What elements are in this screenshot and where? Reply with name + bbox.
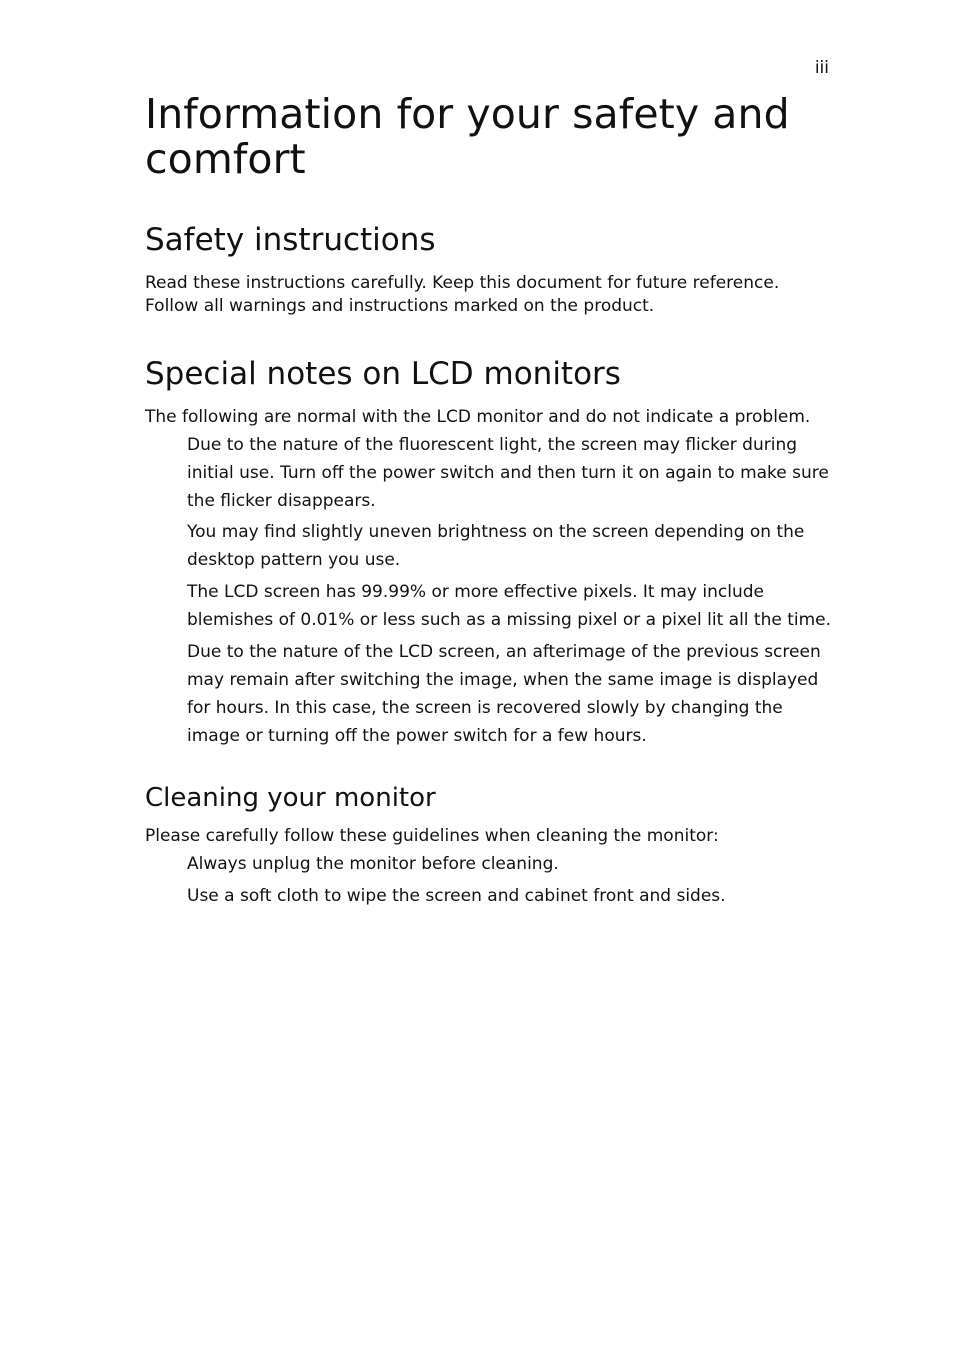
cleaning-heading: Cleaning your monitor bbox=[145, 783, 436, 813]
lcd-notes-intro: The following are normal with the LCD monitor and do not indicate a problem. bbox=[145, 407, 811, 427]
cleaning-intro: Please carefully follow these guidelines when cleaning the monitor: bbox=[145, 826, 719, 846]
lcd-notes-heading: Special notes on LCD monitors bbox=[145, 356, 621, 392]
safety-line: Follow all warnings and instructions marked on the product. bbox=[145, 296, 655, 316]
safety-line: Read these instructions carefully. Keep this document for future reference. bbox=[145, 273, 780, 293]
cleaning-item: Use a soft cloth to wipe the screen and cabinet front and sides. bbox=[187, 886, 726, 906]
safety-instructions-heading: Safety instructions bbox=[145, 222, 436, 258]
page-number: iii bbox=[814, 58, 829, 78]
lcd-note-item: Due to the nature of the fluorescent light, the screen may flicker during initial use. Turn off the power switch and then turn it on again to make sure the flicker disappears. bbox=[187, 435, 829, 511]
lcd-note-item: Due to the nature of the LCD screen, an afterimage of the previous screen may remain after switching the image, when the same image is displayed for hours. In this case, the screen is recovered slowly by changing the image or turning off the power switch for a few hours. bbox=[187, 642, 821, 746]
safety-instructions-text bbox=[145, 272, 835, 318]
page-title: Information for your safety and comfort bbox=[145, 90, 790, 183]
cleaning-item: Always unplug the monitor before cleaning. bbox=[187, 854, 559, 874]
lcd-note-item: The LCD screen has 99.99% or more effective pixels. It may include blemishes of 0.01% or less such as a missing pixel or a pixel lit all the time. bbox=[187, 582, 832, 630]
lcd-note-item: You may find slightly uneven brightness on the screen depending on the desktop pattern you use. bbox=[187, 522, 805, 570]
